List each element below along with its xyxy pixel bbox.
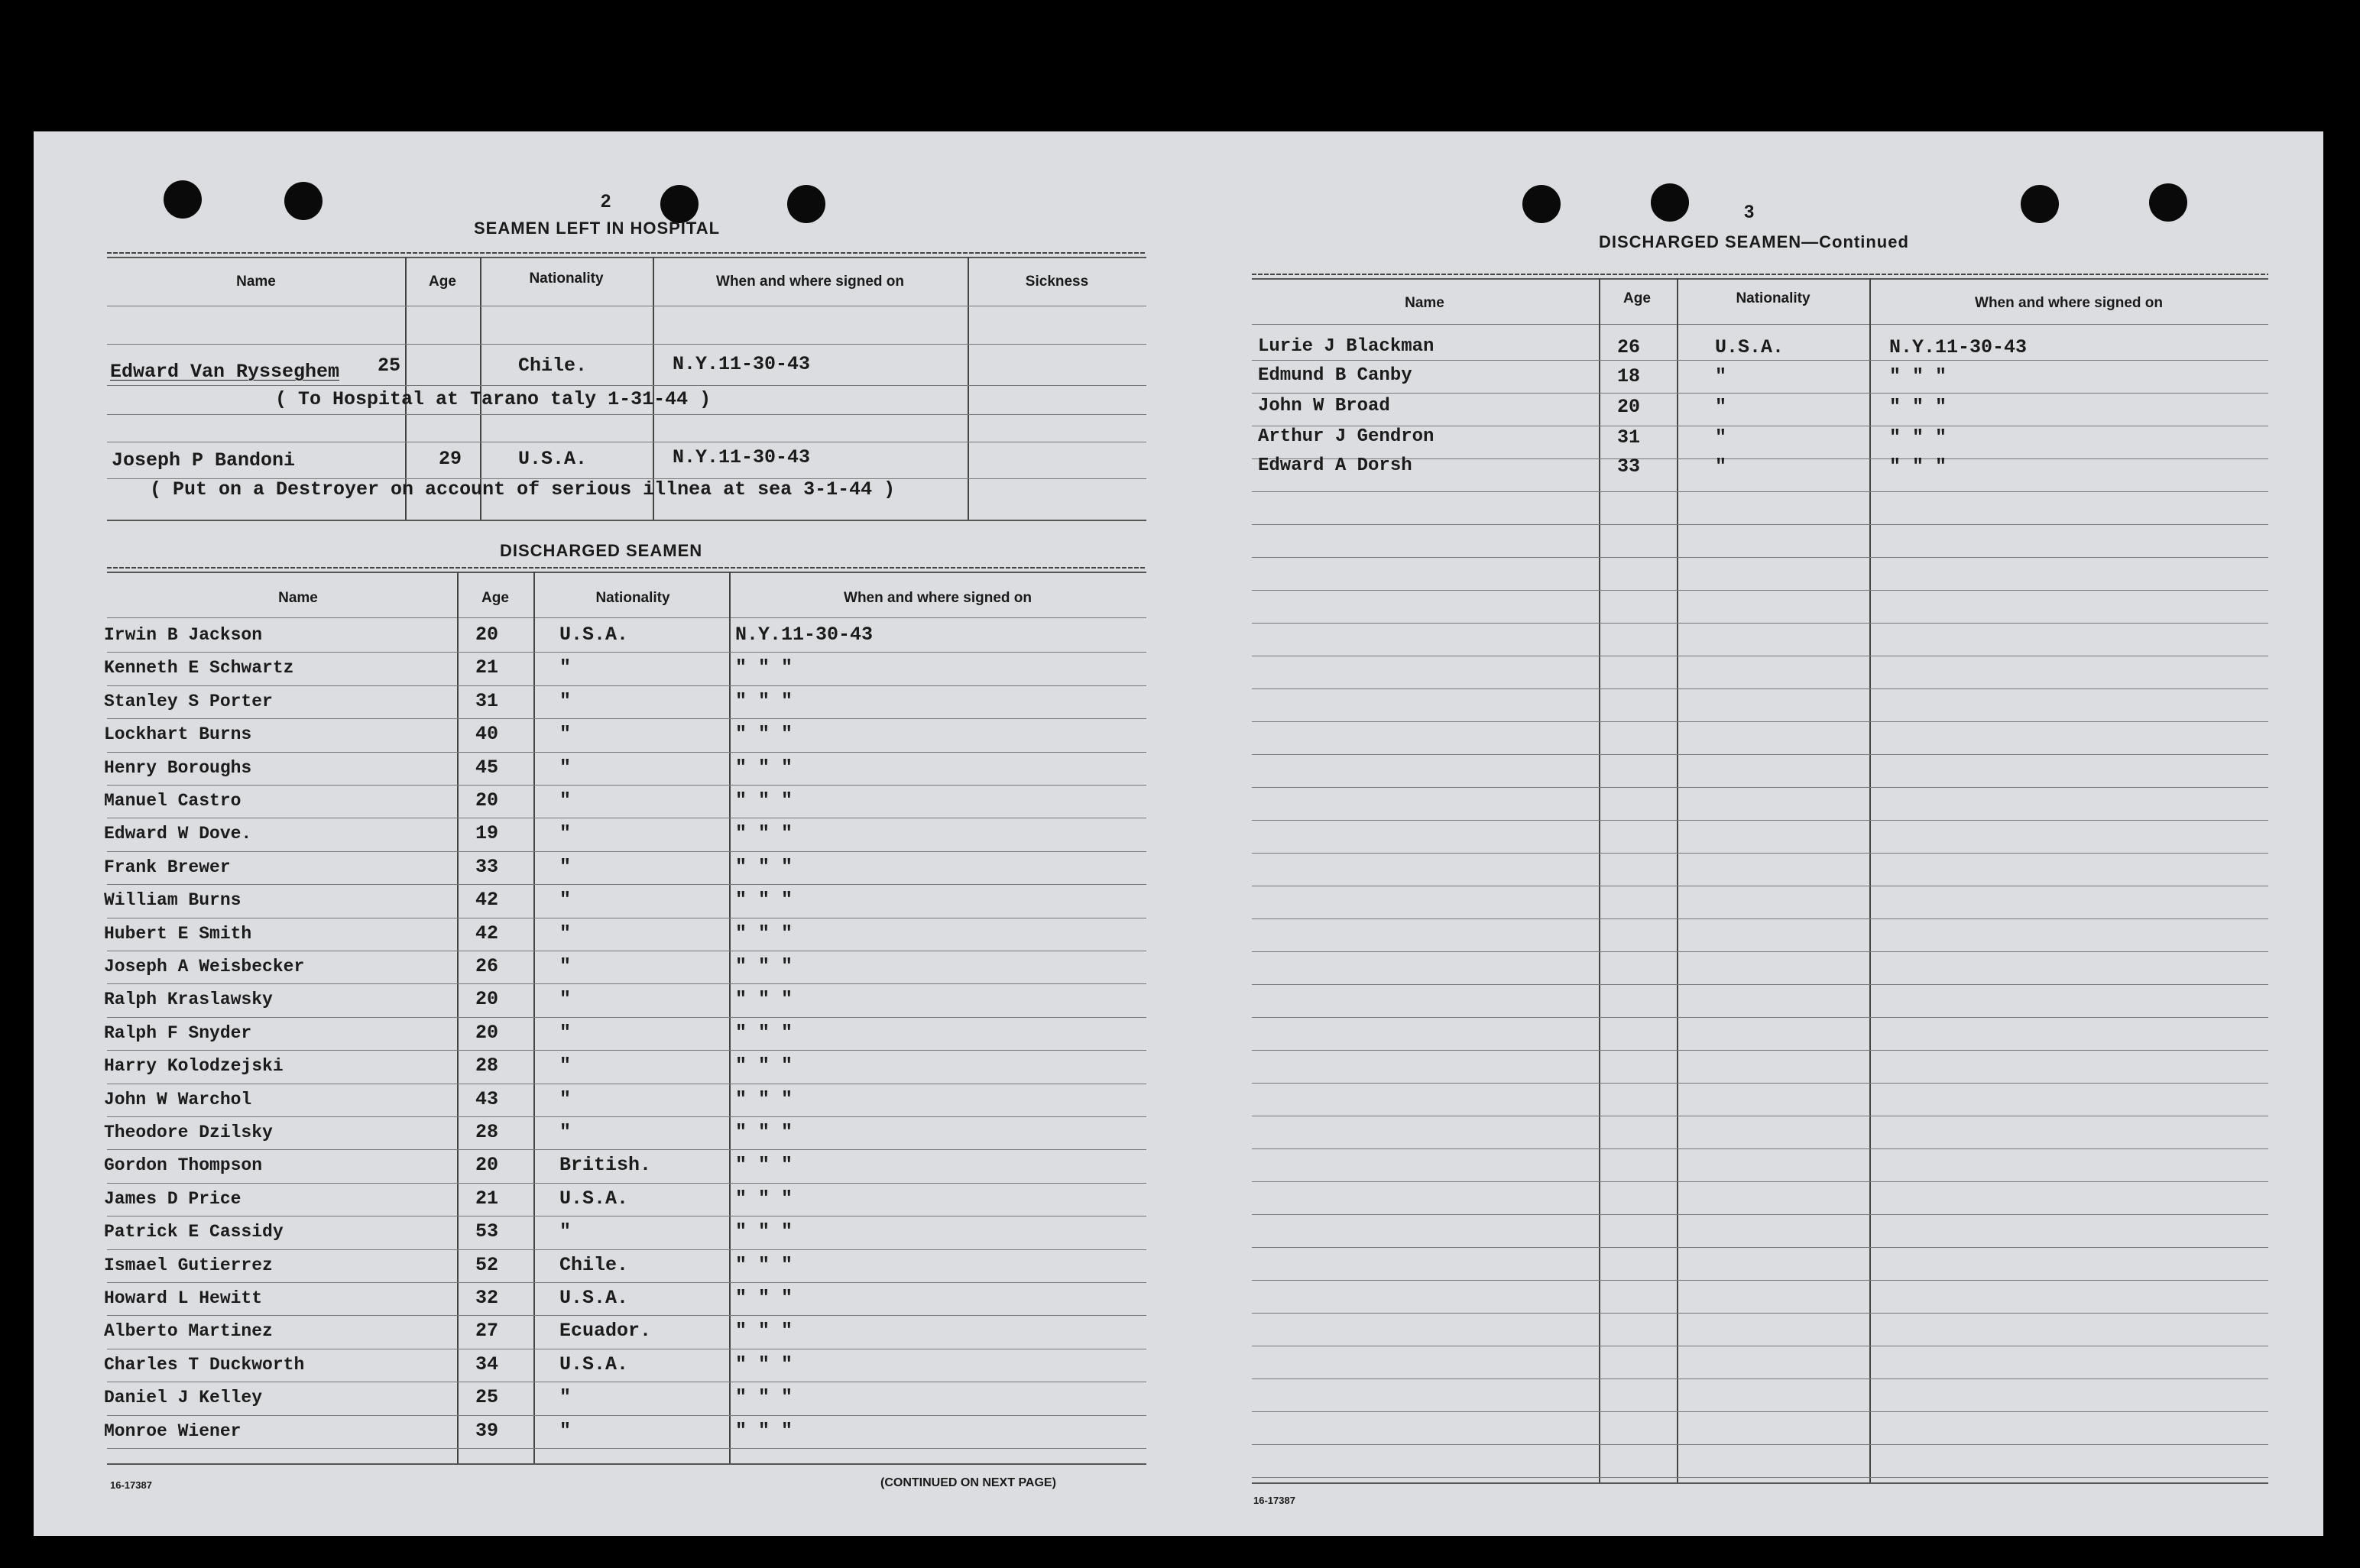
form-number: 16-17387 bbox=[1253, 1495, 1295, 1506]
seaman-signed-on: " " " bbox=[735, 889, 793, 912]
seaman-name: John W Warchol bbox=[104, 1089, 252, 1110]
seaman-signed-on: " " " bbox=[735, 1021, 793, 1044]
seaman-signed-on: " " " bbox=[735, 1419, 793, 1442]
col-header-age: Age bbox=[429, 274, 456, 290]
punch-hole bbox=[2149, 183, 2187, 222]
row-rule bbox=[1252, 1247, 2268, 1248]
seaman-nationality: " bbox=[559, 922, 572, 944]
seaman-signed-on: " " " bbox=[735, 756, 793, 779]
seaman-name: Stanley S Porter bbox=[104, 691, 273, 711]
seaman-signed-on: " " " bbox=[735, 1253, 793, 1276]
col-header-signed: When and where signed on bbox=[1975, 295, 2163, 311]
rule bbox=[107, 567, 1146, 569]
seaman-name: Joseph A Weisbecker bbox=[104, 957, 305, 977]
hospital-age: 25 bbox=[378, 355, 401, 377]
seaman-age: 34 bbox=[475, 1353, 499, 1375]
seaman-age: 32 bbox=[475, 1287, 499, 1309]
seaman-age: 52 bbox=[475, 1253, 499, 1276]
hospital-section-title: SEAMEN LEFT IN HOSPITAL bbox=[474, 219, 721, 238]
hospital-nationality: Chile. bbox=[518, 355, 588, 377]
punch-hole bbox=[284, 182, 323, 220]
page-number: 2 bbox=[601, 191, 611, 212]
seaman-age: 45 bbox=[475, 756, 499, 779]
row-rule bbox=[1252, 1214, 2268, 1215]
col-header-nationality: Nationality bbox=[529, 271, 604, 287]
punch-hole bbox=[164, 180, 202, 219]
hospital-note: ( Put on a Destroyer on account of serious illnea at sea 3-1-44 ) bbox=[150, 478, 896, 501]
hospital-age: 29 bbox=[439, 448, 462, 470]
col-header-signed: When and where signed on bbox=[844, 590, 1032, 606]
seaman-signed-on: " " " bbox=[735, 1055, 793, 1077]
row-rule bbox=[1252, 1477, 2268, 1478]
punch-hole bbox=[1651, 183, 1689, 222]
discharged-continued-title: DISCHARGED SEAMEN—Continued bbox=[1599, 232, 1909, 251]
seaman-name: Theodore Dzilsky bbox=[104, 1123, 273, 1142]
row-rule bbox=[1252, 853, 2268, 854]
hospital-note: ( To Hospital at Tarano taly 1-31-44 ) bbox=[275, 388, 712, 410]
seaman-name: Frank Brewer bbox=[104, 857, 231, 877]
seaman-signed-on: " " " bbox=[735, 822, 793, 845]
seaman-nationality: " bbox=[559, 689, 572, 712]
punch-hole bbox=[787, 185, 825, 223]
seaman-nationality: " bbox=[559, 955, 572, 977]
rule bbox=[107, 385, 1146, 386]
row-rule bbox=[1252, 360, 2268, 361]
col-header-name: Name bbox=[278, 590, 318, 606]
rule bbox=[1252, 274, 2268, 275]
seaman-signed-on: " " " bbox=[735, 955, 793, 977]
seaman-age: 26 bbox=[1617, 336, 1641, 358]
seaman-nationality: " bbox=[559, 988, 572, 1011]
row-rule bbox=[1252, 918, 2268, 919]
row-rule bbox=[107, 685, 1146, 686]
seaman-nationality: " bbox=[559, 1055, 572, 1077]
row-rule bbox=[107, 1249, 1146, 1250]
seaman-nationality: " bbox=[559, 822, 572, 845]
seaman-name: William Burns bbox=[104, 890, 242, 911]
row-rule bbox=[1252, 820, 2268, 821]
row-rule bbox=[107, 718, 1146, 719]
seaman-age: 26 bbox=[475, 955, 499, 977]
row-rule bbox=[1252, 787, 2268, 788]
seaman-nationality: U.S.A. bbox=[1715, 336, 1785, 358]
seaman-age: 39 bbox=[475, 1419, 499, 1442]
row-rule bbox=[1252, 590, 2268, 591]
seaman-nationality: " bbox=[559, 1021, 572, 1044]
punch-hole bbox=[2021, 185, 2059, 223]
row-rule bbox=[1252, 1050, 2268, 1051]
seaman-age: 28 bbox=[475, 1055, 499, 1077]
row-rule bbox=[1252, 1083, 2268, 1084]
seaman-age: 40 bbox=[475, 723, 499, 746]
col-header-nationality: Nationality bbox=[595, 590, 670, 606]
seaman-signed-on: " " " bbox=[735, 723, 793, 746]
seaman-nationality: Ecuador. bbox=[559, 1320, 652, 1343]
divider bbox=[533, 572, 535, 1465]
seaman-age: 42 bbox=[475, 922, 499, 944]
seaman-age: 31 bbox=[475, 689, 499, 712]
seaman-signed-on: " " " bbox=[735, 1087, 793, 1110]
seaman-nationality: " bbox=[559, 1121, 572, 1143]
form-number: 16-17387 bbox=[110, 1479, 152, 1491]
row-rule bbox=[107, 1315, 1146, 1316]
col-header-signed: When and where signed on bbox=[716, 274, 904, 290]
seaman-age: 43 bbox=[475, 1087, 499, 1110]
left-page bbox=[34, 131, 1180, 1536]
row-rule bbox=[1252, 1148, 2268, 1149]
seaman-name: Manuel Castro bbox=[104, 791, 242, 811]
row-rule bbox=[107, 652, 1146, 653]
discharged-section-title: DISCHARGED SEAMEN bbox=[500, 541, 703, 560]
row-rule bbox=[107, 1448, 1146, 1449]
rule bbox=[107, 252, 1146, 254]
row-rule bbox=[107, 1116, 1146, 1117]
row-rule bbox=[107, 1149, 1146, 1150]
seaman-signed-on: " " " bbox=[735, 1154, 793, 1177]
seaman-age: 20 bbox=[1617, 396, 1641, 418]
seaman-name: Ralph F Snyder bbox=[104, 1022, 252, 1043]
col-header-nationality: Nationality bbox=[1736, 290, 1811, 306]
seaman-name: Irwin B Jackson bbox=[104, 625, 263, 645]
divider bbox=[729, 572, 731, 1465]
row-rule bbox=[1252, 951, 2268, 952]
seaman-signed-on: " " " bbox=[1889, 455, 1947, 478]
seaman-age: 33 bbox=[1617, 455, 1641, 478]
seaman-age: 20 bbox=[475, 789, 499, 812]
seaman-age: 25 bbox=[475, 1386, 499, 1409]
rule bbox=[1252, 1482, 2268, 1484]
seaman-signed-on: " " " bbox=[735, 1220, 793, 1243]
seaman-name: Patrick E Cassidy bbox=[104, 1222, 284, 1242]
row-rule bbox=[1252, 1444, 2268, 1445]
col-header-name: Name bbox=[236, 274, 276, 290]
seaman-nationality: " bbox=[559, 1220, 572, 1243]
row-rule bbox=[1252, 1313, 2268, 1314]
seaman-name: Monroe Wiener bbox=[104, 1421, 242, 1441]
rule bbox=[107, 617, 1146, 618]
seaman-age: 33 bbox=[475, 855, 499, 878]
seaman-name: Ralph Kraslawsky bbox=[104, 990, 273, 1010]
row-rule bbox=[1252, 1378, 2268, 1379]
row-rule bbox=[1252, 688, 2268, 689]
rule bbox=[107, 414, 1146, 415]
seaman-nationality: British. bbox=[559, 1154, 652, 1177]
seaman-signed-on: N.Y.11-30-43 bbox=[735, 624, 874, 646]
row-rule bbox=[107, 983, 1146, 984]
punch-hole bbox=[660, 185, 699, 223]
seaman-age: 21 bbox=[475, 1187, 499, 1210]
hospital-signed: N.Y.11-30-43 bbox=[673, 446, 811, 468]
rule bbox=[107, 1463, 1146, 1465]
row-rule bbox=[107, 1415, 1146, 1416]
rule bbox=[107, 520, 1146, 521]
row-rule bbox=[1252, 491, 2268, 492]
row-rule bbox=[1252, 524, 2268, 525]
seaman-nationality: Chile. bbox=[559, 1253, 629, 1276]
seaman-nationality: " bbox=[559, 889, 572, 912]
col-header-sickness: Sickness bbox=[1025, 274, 1089, 290]
punch-hole bbox=[1522, 185, 1561, 223]
row-rule bbox=[1252, 1017, 2268, 1018]
rule bbox=[1252, 278, 2268, 280]
seaman-age: 20 bbox=[475, 1154, 499, 1177]
seaman-signed-on: " " " bbox=[735, 1121, 793, 1143]
seaman-signed-on: " " " bbox=[735, 855, 793, 878]
col-header-age: Age bbox=[481, 590, 509, 606]
row-rule bbox=[107, 884, 1146, 885]
seaman-signed-on: " " " bbox=[1889, 365, 1947, 387]
seaman-signed-on: " " " bbox=[735, 922, 793, 944]
seaman-signed-on: " " " bbox=[735, 689, 793, 712]
seaman-age: 20 bbox=[475, 624, 499, 646]
seaman-nationality: " bbox=[559, 1386, 572, 1409]
seaman-signed-on: " " " bbox=[735, 789, 793, 812]
continued-note: (CONTINUED ON NEXT PAGE) bbox=[880, 1476, 1056, 1489]
seaman-signed-on: N.Y.11-30-43 bbox=[1889, 336, 2028, 358]
seaman-nationality: " bbox=[559, 1087, 572, 1110]
seaman-name: Howard L Hewitt bbox=[104, 1288, 263, 1308]
seaman-name: John W Broad bbox=[1258, 396, 1390, 416]
divider bbox=[968, 257, 969, 521]
row-rule bbox=[1252, 984, 2268, 985]
seaman-name: Daniel J Kelley bbox=[104, 1388, 263, 1408]
row-rule bbox=[107, 1050, 1146, 1051]
row-rule bbox=[1252, 754, 2268, 755]
seaman-name: Arthur J Gendron bbox=[1258, 426, 1434, 447]
seaman-age: 19 bbox=[475, 822, 499, 845]
row-rule bbox=[1252, 1181, 2268, 1182]
seaman-signed-on: " " " bbox=[1889, 426, 1947, 449]
row-rule bbox=[1252, 393, 2268, 394]
rule bbox=[107, 572, 1146, 573]
hospital-nationality: U.S.A. bbox=[518, 448, 588, 470]
row-rule bbox=[107, 1017, 1146, 1018]
seaman-name: Gordon Thompson bbox=[104, 1155, 263, 1176]
hospital-name: Edward Van Rysseghem bbox=[110, 361, 340, 383]
seaman-signed-on: " " " bbox=[1889, 396, 1947, 418]
seaman-age: 31 bbox=[1617, 426, 1641, 449]
seaman-name: Kenneth E Schwartz bbox=[104, 658, 294, 679]
seaman-name: Edward W Dove. bbox=[104, 824, 252, 844]
seaman-name: Harry Kolodzejski bbox=[104, 1056, 284, 1077]
divider bbox=[457, 572, 459, 1465]
col-header-age: Age bbox=[1623, 290, 1651, 306]
seaman-nationality: " bbox=[559, 1419, 572, 1442]
hospital-signed: N.Y.11-30-43 bbox=[673, 353, 811, 375]
seaman-name: Edmund B Canby bbox=[1258, 365, 1412, 386]
seaman-name: Hubert E Smith bbox=[104, 923, 252, 944]
rule bbox=[1252, 324, 2268, 325]
seaman-age: 20 bbox=[475, 988, 499, 1011]
row-rule bbox=[1252, 721, 2268, 722]
seaman-name: Lockhart Burns bbox=[104, 724, 252, 745]
seaman-nationality: U.S.A. bbox=[559, 1353, 629, 1375]
right-page bbox=[1177, 131, 2323, 1536]
row-rule bbox=[1252, 557, 2268, 558]
seaman-nationality: U.S.A. bbox=[559, 1187, 629, 1210]
seaman-nationality: " bbox=[1715, 396, 1727, 418]
row-rule bbox=[1252, 623, 2268, 624]
seaman-name: Charles T Duckworth bbox=[104, 1354, 305, 1375]
seaman-age: 18 bbox=[1617, 365, 1641, 387]
page-number: 3 bbox=[1744, 202, 1755, 222]
seaman-age: 21 bbox=[475, 656, 499, 679]
seaman-name: Ismael Gutierrez bbox=[104, 1255, 273, 1275]
rule bbox=[107, 257, 1146, 258]
seaman-nationality: " bbox=[559, 789, 572, 812]
row-rule bbox=[107, 851, 1146, 852]
row-rule bbox=[1252, 1280, 2268, 1281]
seaman-nationality: " bbox=[559, 656, 572, 679]
seaman-name: Lurie J Blackman bbox=[1258, 336, 1434, 357]
seaman-name: Henry Boroughs bbox=[104, 757, 252, 778]
row-rule bbox=[107, 785, 1146, 786]
seaman-signed-on: " " " bbox=[735, 1353, 793, 1375]
seaman-age: 27 bbox=[475, 1320, 499, 1343]
seaman-nationality: U.S.A. bbox=[559, 624, 629, 646]
rule bbox=[107, 344, 1146, 345]
col-header-name: Name bbox=[1405, 295, 1444, 311]
seaman-name: Alberto Martinez bbox=[104, 1321, 273, 1342]
seaman-signed-on: " " " bbox=[735, 1386, 793, 1409]
hospital-name: Joseph P Bandoni bbox=[112, 449, 296, 471]
seaman-signed-on: " " " bbox=[735, 1287, 793, 1309]
row-rule bbox=[1252, 1411, 2268, 1412]
seaman-nationality: " bbox=[1715, 455, 1727, 478]
seaman-nationality: " bbox=[559, 723, 572, 746]
seaman-nationality: " bbox=[1715, 426, 1727, 449]
seaman-age: 42 bbox=[475, 889, 499, 912]
seaman-age: 20 bbox=[475, 1021, 499, 1044]
seaman-signed-on: " " " bbox=[735, 988, 793, 1011]
row-rule bbox=[107, 1183, 1146, 1184]
seaman-name: Edward A Dorsh bbox=[1258, 455, 1412, 476]
seaman-nationality: " bbox=[559, 756, 572, 779]
seaman-nationality: " bbox=[1715, 365, 1727, 387]
seaman-nationality: " bbox=[559, 855, 572, 878]
seaman-signed-on: " " " bbox=[735, 1320, 793, 1343]
row-rule bbox=[107, 1282, 1146, 1283]
seaman-signed-on: " " " bbox=[735, 1187, 793, 1210]
seaman-signed-on: " " " bbox=[735, 656, 793, 679]
seaman-age: 53 bbox=[475, 1220, 499, 1243]
seaman-nationality: U.S.A. bbox=[559, 1287, 629, 1309]
seaman-name: James D Price bbox=[104, 1188, 242, 1209]
row-rule bbox=[107, 752, 1146, 753]
seaman-age: 28 bbox=[475, 1121, 499, 1143]
